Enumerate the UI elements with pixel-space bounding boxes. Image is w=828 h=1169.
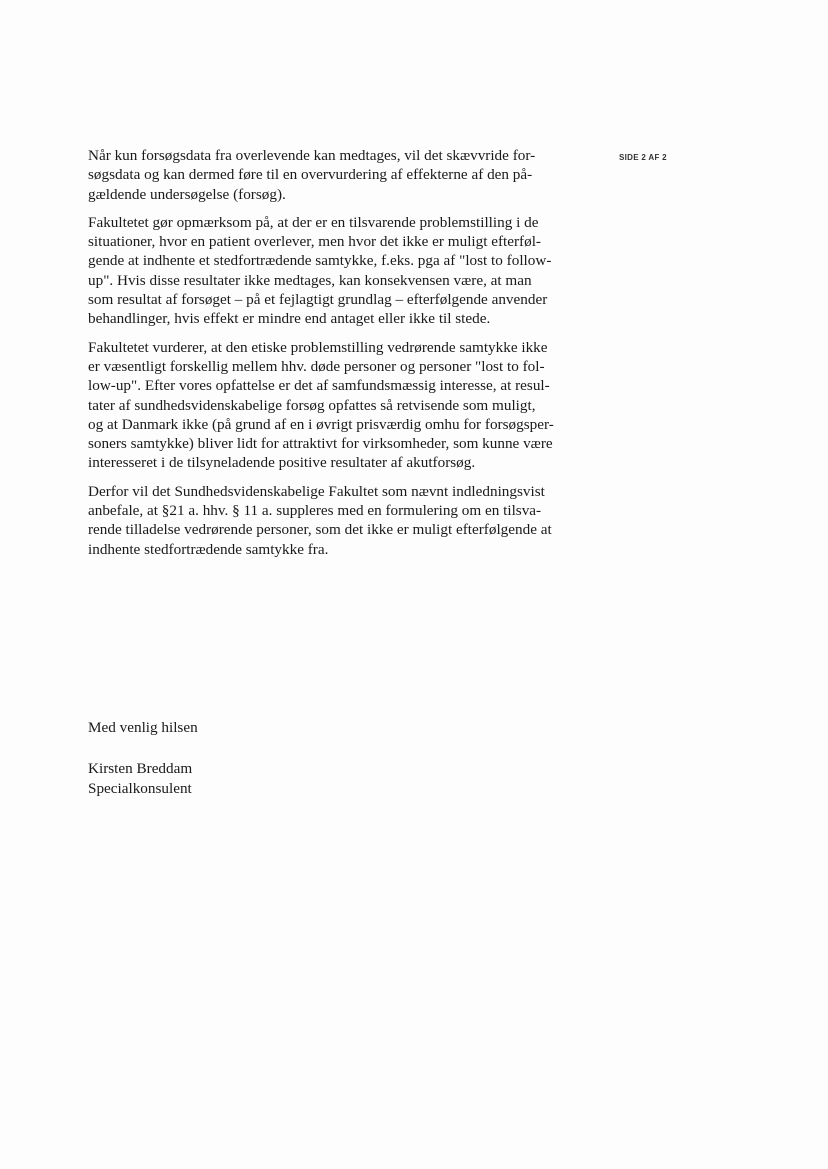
- text-line: Fakultetet gør opmærksom på, at der er en tilsvarende problemstilling i de: [88, 213, 539, 231]
- paragraph-recommendation: [88, 482, 580, 559]
- page-number: SIDE 2 AF 2: [619, 153, 667, 162]
- text-line: Derfor vil det Sundhedsvidenskabelige Fakultet som nævnt indledningsvist: [88, 482, 545, 500]
- signatory-title: Specialkonsulent: [88, 780, 192, 797]
- paragraph-ethical-assessment: [88, 338, 580, 473]
- text-line: og at Danmark ikke (på grund af en i øvrigt prisværdig omhu for forsøgsper-: [88, 415, 554, 433]
- closing-salutation: Med venlig hilsen: [88, 719, 198, 736]
- text-line: rende tilladelse vedrørende personer, som det ikke er muligt efterfølgende at: [88, 521, 552, 539]
- text-line: gældende undersøgelse (forsøg).: [88, 185, 286, 203]
- text-line: soners samtykke) bliver lidt for attraktivt for virksomheder, som kunne være: [88, 435, 553, 453]
- text-line: søgsdata og kan dermed føre til en overvurdering af effekterne af den på-: [88, 166, 533, 184]
- text-line: gende at indhente et stedfortrædende samtykke, f.eks. pga af "lost to follow-: [88, 252, 552, 270]
- signatory-name: Kirsten Breddam: [88, 760, 193, 777]
- text-line: low-up". Efter vores opfattelse er det af samfundsmæssig interesse, at resul-: [88, 377, 550, 395]
- signature-block: [88, 759, 192, 799]
- text-line: up". Hvis disse resultater ikke medtages, kan konsekvensen være, at man: [88, 271, 532, 289]
- text-line: behandlinger, hvis effekt er mindre end antaget eller ikke til stede.: [88, 310, 491, 328]
- text-line: anbefale, at §21 a. hhv. § 11 a. suppleres med en formulering om en tilsva-: [88, 502, 542, 520]
- text-line: situationer, hvor en patient overlever, men hvor det ikke er muligt efterføl-: [88, 233, 541, 251]
- text-line: Når kun forsøgsdata fra overlevende kan medtages, vil det skævvride for-: [88, 147, 536, 164]
- letter-body: [88, 146, 580, 568]
- text-line: interesseret i de tilsyneladende positive resultater af akutforsøg.: [88, 454, 476, 472]
- text-line: som resultat af forsøget – på et fejlagtigt grundlag – efterfølgende anvender: [88, 291, 548, 309]
- text-line: tater af sundhedsvidenskabelige forsøg opfattes så retvisende som muligt,: [88, 396, 536, 414]
- paragraph-survivor-bias: [88, 146, 580, 204]
- text-line: er væsentligt forskellig mellem hhv. døde personer og personer "lost to fol-: [88, 357, 545, 375]
- paragraph-lost-to-follow-up: [88, 213, 580, 329]
- text-line: Fakultetet vurderer, at den etiske problemstilling vedrørende samtykke ikke: [88, 338, 548, 356]
- text-line: indhente stedfortrædende samtykke fra.: [88, 540, 329, 558]
